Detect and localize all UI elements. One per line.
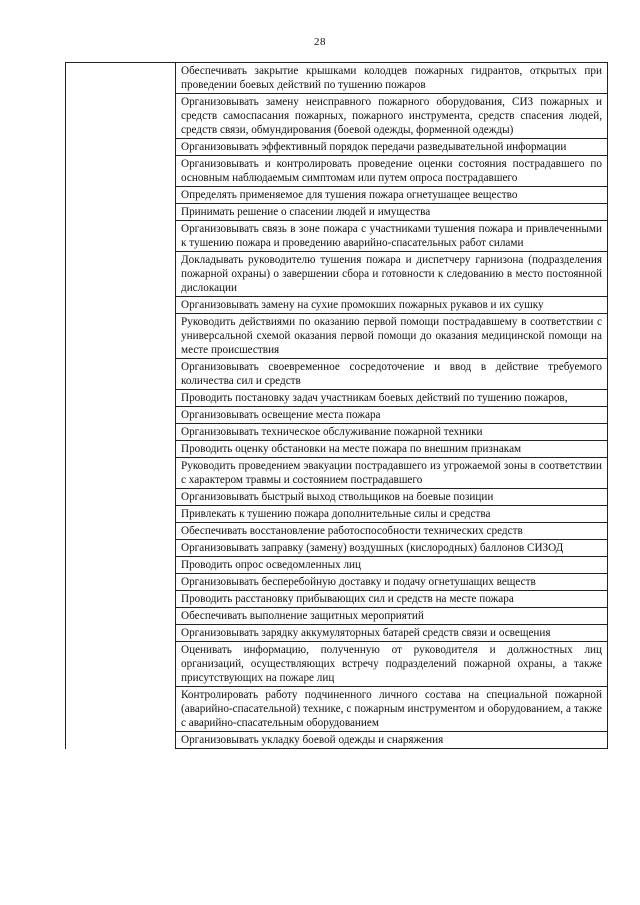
duty-text-cell: Обеспечивать восстановление работоспособности технических средств bbox=[176, 523, 608, 540]
left-empty-cell bbox=[66, 63, 176, 749]
duty-text-cell: Проводить оценку обстановки на месте пожара по внешним признакам bbox=[176, 441, 608, 458]
duty-text-cell: Организовывать зарядку аккумуляторных батарей средств связи и освещения bbox=[176, 625, 608, 642]
duty-text-cell: Определять применяемое для тушения пожара огнетушащее вещество bbox=[176, 187, 608, 204]
duties-table bbox=[65, 62, 608, 749]
duty-text-cell: Оценивать информацию, полученную от руководителя и должностных лиц организаций, осуществляющих встречу подразделений пожарной охраны, а также присутствующих на пожаре лиц bbox=[176, 642, 608, 687]
duty-text-cell: Привлекать к тушению пожара дополнительные силы и средства bbox=[176, 506, 608, 523]
duty-text-cell: Организовывать освещение места пожара bbox=[176, 407, 608, 424]
duty-text-cell: Проводить постановку задач участникам боевых действий по тушению пожаров, bbox=[176, 390, 608, 407]
duty-text-cell: Организовывать быстрый выход ствольщиков на боевые позиции bbox=[176, 489, 608, 506]
page-number: 28 bbox=[314, 36, 326, 48]
duty-text-cell: Принимать решение о спасении людей и имущества bbox=[176, 204, 608, 221]
duty-text-cell: Руководить действиями по оказанию первой помощи пострадавшему в соответствии с универсальной схемой оказания первой помощи до оказания медицинской помощи на месте происшествия bbox=[176, 314, 608, 359]
duty-text-cell: Организовывать эффективный порядок передачи разведывательной информации bbox=[176, 139, 608, 156]
duty-text-cell: Докладывать руководителю тушения пожара и диспетчеру гарнизона (подразделения пожарной охраны) о завершении сбора и готовности к следованию в место постоянной дислокации bbox=[176, 252, 608, 297]
duty-text-cell: Руководить проведением эвакуации пострадавшего из угрожаемой зоны в соответствии с характером травмы и состоянием пострадавшего bbox=[176, 458, 608, 489]
duty-text-cell: Организовывать бесперебойную доставку и подачу огнетушащих веществ bbox=[176, 574, 608, 591]
duty-text-cell: Организовывать техническое обслуживание пожарной техники bbox=[176, 424, 608, 441]
duty-text-cell: Обеспечивать выполнение защитных мероприятий bbox=[176, 608, 608, 625]
duty-text-cell: Организовывать своевременное сосредоточение и ввод в действие требуемого количества сил и средств bbox=[176, 359, 608, 390]
duty-text-cell: Контролировать работу подчиненного личного состава на специальной пожарной (аварийно-спасательной) технике, с пожарным инструментом и оборудованием, а также с аварийно-спасательным оборудованием bbox=[176, 687, 608, 732]
duty-text-cell: Организовывать укладку боевой одежды и снаряжения bbox=[176, 732, 608, 749]
duty-text-cell: Организовывать связь в зоне пожара с участниками тушения пожара и привлеченными к тушению пожара и проведению аварийно-спасательных работ силами bbox=[176, 221, 608, 252]
duty-text-cell: Организовывать и контролировать проведение оценки состояния пострадавшего по основным наблюдаемым симптомам или путем опроса пострадавшего bbox=[176, 156, 608, 187]
duty-text-cell: Организовывать замену неисправного пожарного оборудования, СИЗ пожарных и средств самоспасания пожарных, пожарного инструмента, средств спасения людей, средств связи, обмундирования (боевой одежды, форменной одежды) bbox=[176, 94, 608, 139]
duty-text-cell: Организовывать заправку (замену) воздушных (кислородных) баллонов СИЗОД bbox=[176, 540, 608, 557]
duty-text-cell: Проводить опрос осведомленных лиц bbox=[176, 557, 608, 574]
duty-text-cell: Обеспечивать закрытие крышками колодцев пожарных гидрантов, открытых при проведении боевых действий по тушению пожаров bbox=[176, 63, 608, 94]
duty-text-cell: Организовывать замену на сухие промокших пожарных рукавов и их сушку bbox=[176, 297, 608, 314]
table-row bbox=[66, 63, 608, 94]
duty-text-cell: Проводить расстановку прибывающих сил и средств на месте пожара bbox=[176, 591, 608, 608]
duties-table-body bbox=[66, 63, 608, 749]
